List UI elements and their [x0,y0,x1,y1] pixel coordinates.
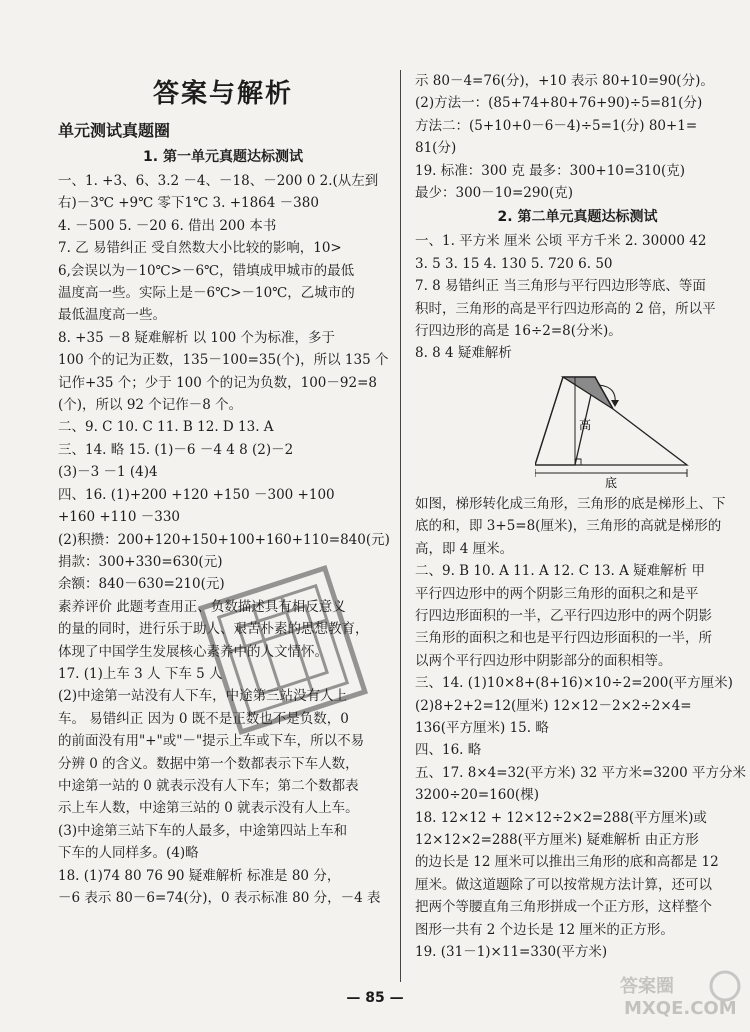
answer-line: 底的和，即 3+5=8(厘米)，三角形的高就是梯形的 [415,518,722,535]
answer-line: 3200÷20=160(棵) [415,787,539,804]
answer-line: 如图，梯形转化成三角形，三角形的底是梯形上、下 [415,495,726,512]
answer-line: 100 个的记为正数，135－100=35(个)，所以 135 个 [58,352,389,369]
answer-line: 7. 乙 易错纠正 受自然数大小比较的影响，10> [58,240,342,257]
answer-line: 示上车人数，中途第三站的 0 就表示没有人上车。 [58,800,359,817]
shaded-triangle [563,377,613,409]
unit1-answers-continued [415,70,740,204]
answer-line: 最少：300－10=290(克) [415,185,574,202]
section-title: 单元测试真题圈 [58,121,171,140]
answer-line: 中途第一站的 0 就表示没有人下车；第二个数都表 [58,777,359,794]
answer-line: (2)中途第一站没有人下车，中途第三站没有人上 [58,688,348,705]
answer-line: 车。 易错纠正 因为 0 既不是正数也不是负数，0 [58,710,349,727]
answer-line: 三、14. 略 15. (1)－6 －4 4 8 (2)－2 [58,441,294,458]
answer-line: 四、16. 略 [415,742,482,759]
column-divider [400,70,401,982]
base-label: 底 [605,475,618,490]
page-title: 答案与解析 [152,79,293,109]
answer-line: 的边长是 12 厘米可以推出三角形的底和高都是 12 [415,854,719,871]
answer-line: (3)中途第三站下车的人最多，中途第四站上车和 [58,822,348,839]
answer-line: 12×12×2=288(平方厘米) 疑难解析 由正方形 [415,831,699,848]
answer-line: 体现了中国学生发展核心素养中的人文情怀。 [58,643,328,660]
unit1-answers [58,170,388,909]
answer-line: +160 +110 －330 [58,509,181,526]
answer-line: 以两个平行四边形中阴影部分的面积相等。 [415,652,672,669]
svg-text:答案圈: 答案圈 [620,976,674,997]
answer-line: 素养评价 此题考查用正、负数描述具有相反意义 [58,598,346,615]
answer-line: 8. +35 －8 疑难解析 以 100 个为标准，多于 [58,329,335,346]
answer-line: 下车的人同样多。(4)略 [58,845,199,862]
answer-line: 图形一共有 2 个边长是 12 厘米的正方形。 [415,921,674,938]
unit1-heading: 1. 第一单元真题达标测试 [143,149,303,165]
svg-text:MXQE.COM: MXQE.COM [624,998,737,1018]
answer-line: 81(分) [415,140,457,157]
answer-line: －6 表示 80－6=74(分)，0 表示标准 80 分，－4 表 [58,890,381,906]
height-label: 高 [579,417,592,432]
answer-line: 19. (31－1)×11=330(平方米) [415,944,608,960]
answer-line: 三角形的面积之和也是平行四边形面积的一半，所 [415,630,712,647]
answer-line: 二、9. C 10. C 11. B 12. D 13. A [58,419,274,436]
answer-line: 一、1. +3、6、3.2 －4、－18、－200 0 2.(从左到 [58,173,379,189]
unit2-answers-part2 [415,493,746,964]
answer-line: 最低温度高一些。 [58,307,166,324]
unit2-answers-part1 [415,230,740,364]
answer-line: 行四边形面积的一半，乙平行四边形中的两个阴影 [415,607,712,624]
answer-line: 的前面没有用"+"或"－"提示上车或下车，所以不易 [58,733,365,750]
answer-line: 一、1. 平方米 厘米 公顷 平方千米 2. 30000 42 [415,233,707,250]
answer-line: 记作+35 个；少于 100 个的记为负数，100－92=8 [58,374,377,391]
answer-line: 18. 12×12 + 12×12÷2×2=288(平方厘米)或 [415,809,707,826]
answer-line: 136(平方厘米) 15. 略 [415,719,549,736]
answer-line: 三、14. (1)10×8+(8+16)×10÷2=200(平方厘米) [415,675,733,692]
answer-line: 厘米。做这道题除了可以按常规方法计算，还可以 [415,876,712,893]
answer-line: 五、17. 8×4=32(平方米) 32 平方米=3200 平方分米 [415,764,746,781]
answer-line: 6,会误以为－10℃>－6℃，错填成甲城市的最低 [58,262,355,279]
answer-line: 行四边形的高是 16÷2=8(分米)。 [415,323,622,340]
answer-line: 分辨 0 的含义。数据中第一个数都表示下车人数， [58,755,359,772]
answer-line: 17. (1)上车 3 人 下车 5 人 [58,665,223,682]
answer-line: 温度高一些。实际上是－6℃>－10℃，乙城市的 [58,285,355,302]
answer-line: 7. 8 易错纠正 当三角形与平行四边形等底、等面 [415,278,706,295]
unit2-heading: 2. 第二单元真题达标测试 [497,209,658,226]
trapezoid-to-triangle-diagram [535,367,700,491]
answer-line: 示 80－4=76(分)，+10 表示 80+10=90(分)。 [415,73,714,89]
answer-line: 方法二：(5+10+0－6－4)÷5=1(分) 80+1= [415,117,698,134]
answer-line: 四、16. (1)+200 +120 +150 －300 +100 [58,486,335,503]
answer-line: 余额：840－630=210(元) [58,576,225,593]
answer-line: (个)，所以 92 个记作－8 个。 [58,397,243,414]
answer-line: 3. 5 3. 15 4. 130 5. 720 6. 50 [415,255,613,272]
left-column [58,70,388,909]
answer-line: (3)－3 －1 (4)4 [58,464,158,481]
answer-line: (2)8+2+2=12(厘米) 12×12－2×2÷2×4= [415,697,692,714]
answer-line: 19. 标准：300 克 最多：300+10=310(克) [415,162,685,179]
answer-line: 18. (1)74 80 76 90 疑难解析 标准是 80 分， [58,867,341,884]
right-column [415,70,746,963]
answer-line: 右)－3℃ +9℃ 零下1℃ 3. +1864 －380 [58,195,319,212]
answer-line: 4. －500 5. －20 6. 借出 200 本书 [58,217,277,234]
answer-line: 积时，三角形的高是平行四边形高的 2 倍，所以平 [415,300,716,317]
answer-line: 二、9. B 10. A 11. A 12. C 13. A 疑难解析 甲 [415,563,705,580]
page-number: — 85 — [346,990,404,1006]
answer-line: 8. 8 4 疑难解析 [415,345,512,362]
answer-line: 高，即 4 厘米。 [415,540,514,557]
answer-line: 平行四边形中的两个阴影三角形的面积之和是平 [415,585,699,602]
answer-line: 捐款：300+330=630(元) [58,553,223,570]
trapezoid-figure-row [415,365,740,493]
answer-line: 的量的同时，进行乐于助人、艰苦朴素的思想教育， [58,621,369,638]
answer-line: 把两个等腰直角三角形拼成一个正方形，这样整个 [415,899,712,916]
answer-line: (2)方法一：(85+74+80+76+90)÷5=81(分) [415,95,703,112]
answer-line: (2)积攒：200+120+150+100+160+110=840(元) [58,531,390,548]
